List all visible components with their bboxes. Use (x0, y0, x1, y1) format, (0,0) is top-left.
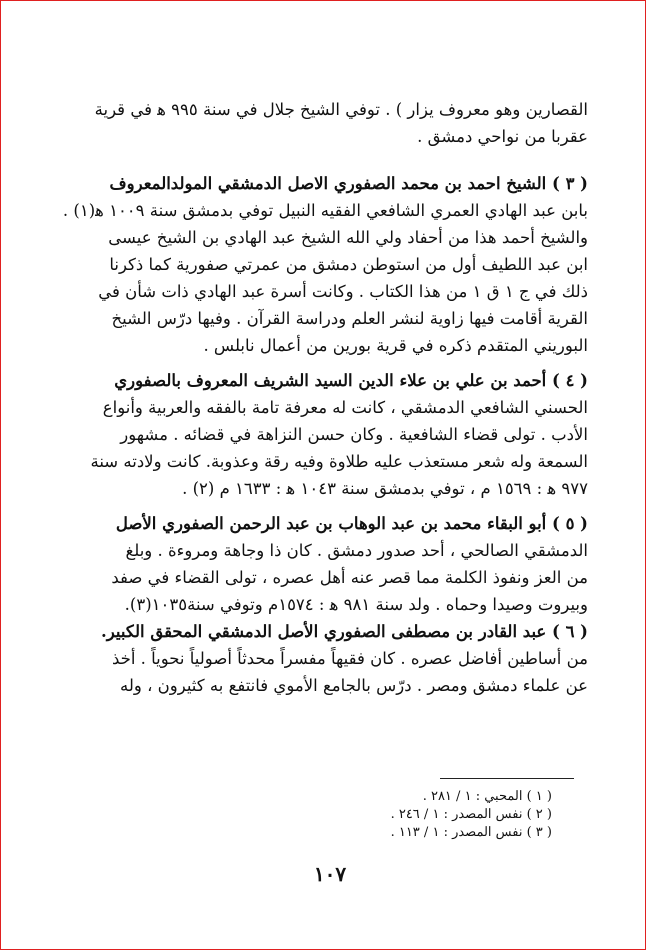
entry-heading-3: ( ٣ ) الشيخ احمد بن محمد الصفوري الاصل الدمشقي المولدالمعروف (109, 174, 588, 193)
text-line: عن علماء دمشق ومصر . درّس بالجامع الأموي فانتفع به كثيرون ، وله (119, 676, 588, 695)
text-line: القرية أقامت فيها زاوية لنشر العلم ودراسة القرآن . وفيها درّس الشيخ (111, 309, 588, 328)
entry-heading-4: ( ٤ ) أحمد بن علي بن علاء الدين السيد الشريف المعروف بالصفوري (114, 371, 588, 390)
text-line: ذلك في ج ١ ق ١ من هذا الكتاب . وكانت أسرة عبد الهادي ذات شأن في (98, 282, 588, 301)
text-line: عقربا من نواحي دمشق . (417, 127, 588, 146)
text-line: الحسني الشافعي الدمشقي ، كانت له معرفة تامة بالفقه والعربية وأنواع (102, 398, 588, 417)
page-body (60, 96, 588, 699)
footnote: ( ٣ ) نفس المصدر : ١ / ١١٣ . (390, 825, 552, 840)
text-line: ابن عبد اللطيف أول من استوطن دمشق من عمرتي صفورية كما ذكرنا (109, 255, 588, 274)
text-line: بابن عبد الهادي العمري الشافعي الفقيه النبيل توفي بدمشق سنة ١٠٠٩ ﻫ(١) . (62, 201, 588, 220)
text-line: البوريني المتقدم ذكره في قرية بورين من أعمال نابلس . (203, 336, 588, 355)
page-number: ١٠٧ (313, 862, 347, 886)
footnote: ( ١ ) المحبي : ١ / ٢٨١ . (422, 789, 552, 804)
text-line: ٩٧٧ ﻫ : ١٥٦٩ م ، توفي بدمشق سنة ١٠٤٣ ﻫ : ١٦٣٣ م (٢) . (182, 479, 588, 498)
text-line: السمعة وله شعر مستعذب عليه طلاوة وفيه رقة وعذوبة. كانت ولادته سنة (90, 452, 588, 471)
footnote: ( ٢ ) نفس المصدر : ١ / ٢٤٦ . (390, 807, 552, 822)
paragraph-gap (60, 502, 588, 510)
entry-heading-6: ( ٦ ) عبد القادر بن مصطفى الصفوري الأصل الدمشقي المحقق الكبير. (101, 622, 588, 641)
paragraph-gap (60, 359, 588, 367)
text-line: الأدب . تولى قضاء الشافعية . وكان حسن النزاهة في قضائه . مشهور (120, 425, 588, 444)
paragraph-gap (60, 150, 588, 170)
text-line: من العز ونفوذ الكلمة مما قصر عنه أهل عصره ، تولى القضاء في صفد (111, 568, 588, 587)
text-line: من أساطين أفاضل عصره . كان فقيهاً مفسراً محدثاً أصولياً نحوياً . أخذ (111, 649, 588, 668)
footnote-divider (440, 778, 574, 779)
text-line: القصارين وهو معروف يزار ) . توفي الشيخ جلال في سنة ٩٩٥ ﻫ في قرية (94, 100, 588, 119)
text-line: وبيروت وصيدا وحماه . ولد سنة ٩٨١ ﻫ : ١٥٧٤م وتوفي سنة١٠٣٥(٣). (124, 595, 588, 614)
entry-heading-5: ( ٥ ) أبو البقاء محمد بن عبد الوهاب بن عبد الرحمن الصفوري الأصل (115, 514, 588, 533)
text-line: الدمشقي الصالحي ، أحد صدور دمشق . كان ذا وجاهة ومروءة . وبلغ (125, 541, 588, 560)
footnotes (380, 788, 552, 842)
text-line: والشيخ أحمد هذا من أحفاد ولي الله الشيخ عبد الهادي بن الشيخ عيسى (108, 228, 588, 247)
